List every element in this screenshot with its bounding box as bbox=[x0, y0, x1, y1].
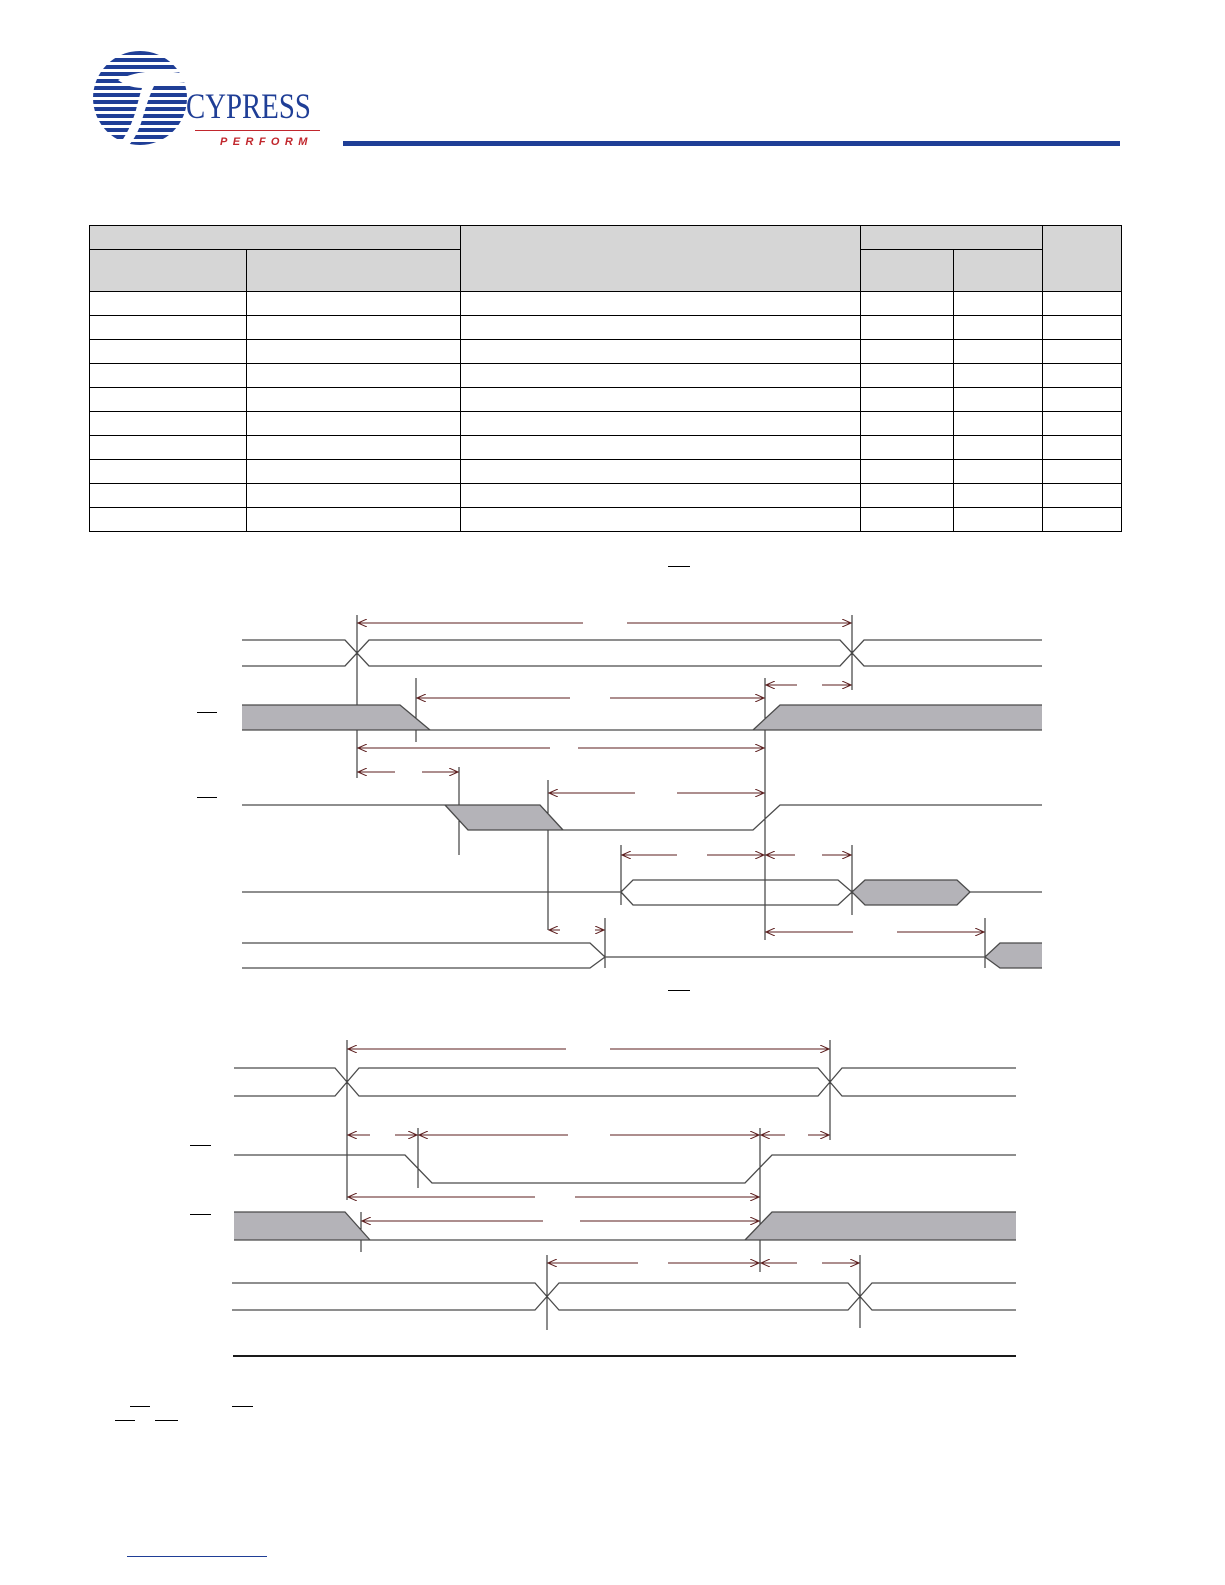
table-cell bbox=[461, 292, 861, 316]
table-cell bbox=[90, 340, 247, 364]
busy-waveform bbox=[242, 943, 1042, 968]
table-cell bbox=[247, 436, 461, 460]
footnote-overline bbox=[130, 1406, 150, 1407]
dont-care-region bbox=[745, 1212, 1016, 1240]
waveform-line bbox=[232, 1283, 1016, 1310]
table-cell bbox=[90, 316, 247, 340]
data-in-waveform bbox=[232, 1283, 1016, 1310]
address-waveform bbox=[242, 640, 1042, 666]
footer-link[interactable] bbox=[127, 1555, 267, 1557]
table-row bbox=[90, 292, 1122, 316]
table-cell bbox=[90, 412, 247, 436]
table-cell bbox=[461, 316, 861, 340]
dont-care-region bbox=[985, 943, 1042, 968]
table-cell bbox=[90, 388, 247, 412]
table-cell bbox=[247, 292, 461, 316]
table-row bbox=[90, 484, 1122, 508]
waveform-line bbox=[242, 943, 1042, 957]
table-cell bbox=[1043, 460, 1122, 484]
table-cell bbox=[954, 364, 1043, 388]
waveform-line bbox=[242, 957, 605, 968]
table-row bbox=[90, 364, 1122, 388]
table-row bbox=[90, 412, 1122, 436]
table-cell bbox=[247, 388, 461, 412]
write-enable-waveform bbox=[234, 1155, 1016, 1183]
table-cell bbox=[461, 412, 861, 436]
reference-lines bbox=[347, 1040, 860, 1330]
table-cell bbox=[247, 364, 461, 388]
waveform-line bbox=[234, 1155, 1016, 1183]
table-cell bbox=[861, 484, 954, 508]
table-cell bbox=[861, 460, 954, 484]
write-cycle-timing-diagram bbox=[0, 1030, 1225, 1370]
waveform-line bbox=[232, 1283, 1016, 1310]
footnote-overline bbox=[232, 1406, 253, 1407]
table-cell bbox=[90, 436, 247, 460]
table-cell bbox=[861, 436, 954, 460]
table-row bbox=[90, 316, 1122, 340]
table-cell bbox=[90, 364, 247, 388]
table-cell bbox=[861, 364, 954, 388]
table-cell bbox=[247, 508, 461, 532]
table-cell bbox=[1043, 316, 1122, 340]
dont-care-region bbox=[242, 705, 430, 730]
table-cell bbox=[461, 508, 861, 532]
header-bar bbox=[343, 141, 1120, 146]
table-cell bbox=[1043, 292, 1122, 316]
table-cell bbox=[247, 460, 461, 484]
waveform-line bbox=[234, 1068, 1016, 1096]
table-cell bbox=[861, 292, 954, 316]
table-cell bbox=[1043, 508, 1122, 532]
table-header-row bbox=[90, 226, 1122, 250]
table-cell bbox=[461, 364, 861, 388]
logo-tagline: PERFORM bbox=[220, 136, 313, 148]
waveform-line bbox=[234, 1068, 1016, 1096]
table-cell bbox=[1043, 364, 1122, 388]
table-header-parameter-group bbox=[90, 226, 461, 250]
table-header-cell bbox=[90, 250, 247, 292]
table-header-cell bbox=[954, 250, 1043, 292]
table-row bbox=[90, 508, 1122, 532]
table-cell bbox=[247, 412, 461, 436]
dont-care-region bbox=[753, 705, 1042, 730]
table-cell bbox=[1043, 388, 1122, 412]
table-row bbox=[90, 388, 1122, 412]
table-cell bbox=[90, 292, 247, 316]
table-cell bbox=[861, 316, 954, 340]
waveform-line bbox=[242, 640, 1042, 666]
footnote-overline bbox=[115, 1420, 135, 1421]
reference-lines bbox=[357, 615, 985, 968]
logo-wordmark: CYPRESS bbox=[186, 86, 311, 126]
table-cell bbox=[90, 508, 247, 532]
table-cell bbox=[461, 460, 861, 484]
table-cell bbox=[90, 484, 247, 508]
dont-care-region bbox=[445, 805, 563, 830]
table-cell bbox=[1043, 340, 1122, 364]
table-cell bbox=[861, 388, 954, 412]
table-cell bbox=[461, 436, 861, 460]
figure-title-overline bbox=[668, 566, 690, 567]
table-cell bbox=[954, 388, 1043, 412]
table-header-description bbox=[461, 226, 861, 292]
table-header-cell bbox=[861, 250, 954, 292]
table-cell bbox=[461, 340, 861, 364]
footnote-overline bbox=[155, 1420, 178, 1421]
chip-enable-waveform bbox=[242, 705, 1042, 730]
table-cell bbox=[1043, 436, 1122, 460]
table-cell bbox=[954, 292, 1043, 316]
table-cell bbox=[954, 412, 1043, 436]
table-cell bbox=[954, 460, 1043, 484]
switching-characteristics-table bbox=[89, 225, 1122, 532]
table-header-cell bbox=[247, 250, 461, 292]
table-cell bbox=[954, 340, 1043, 364]
read-cycle-timing-diagram bbox=[0, 600, 1225, 980]
table-cell bbox=[861, 340, 954, 364]
address-waveform bbox=[234, 1068, 1016, 1096]
table-cell bbox=[247, 316, 461, 340]
table-cell bbox=[247, 340, 461, 364]
table-cell bbox=[90, 460, 247, 484]
table-cell bbox=[861, 508, 954, 532]
table-header-unit bbox=[1043, 226, 1122, 292]
table-cell bbox=[461, 388, 861, 412]
logo-divider bbox=[195, 130, 320, 131]
table-cell bbox=[954, 316, 1043, 340]
table-cell bbox=[861, 412, 954, 436]
table-cell bbox=[954, 484, 1043, 508]
table-cell bbox=[954, 436, 1043, 460]
figure-title-overline bbox=[668, 990, 690, 991]
table-row bbox=[90, 436, 1122, 460]
data-out-waveform bbox=[242, 880, 1042, 905]
output-enable-waveform bbox=[242, 805, 1042, 830]
table-row bbox=[90, 460, 1122, 484]
table-row bbox=[90, 340, 1122, 364]
table-cell bbox=[1043, 412, 1122, 436]
waveform-line bbox=[242, 640, 1042, 666]
table-cell bbox=[247, 484, 461, 508]
table-header-limits-group bbox=[861, 226, 1043, 250]
table-cell bbox=[1043, 484, 1122, 508]
table-cell bbox=[954, 508, 1043, 532]
invalid-data-region bbox=[852, 880, 970, 905]
table-cell bbox=[461, 484, 861, 508]
chip-enable-waveform bbox=[234, 1212, 1016, 1240]
